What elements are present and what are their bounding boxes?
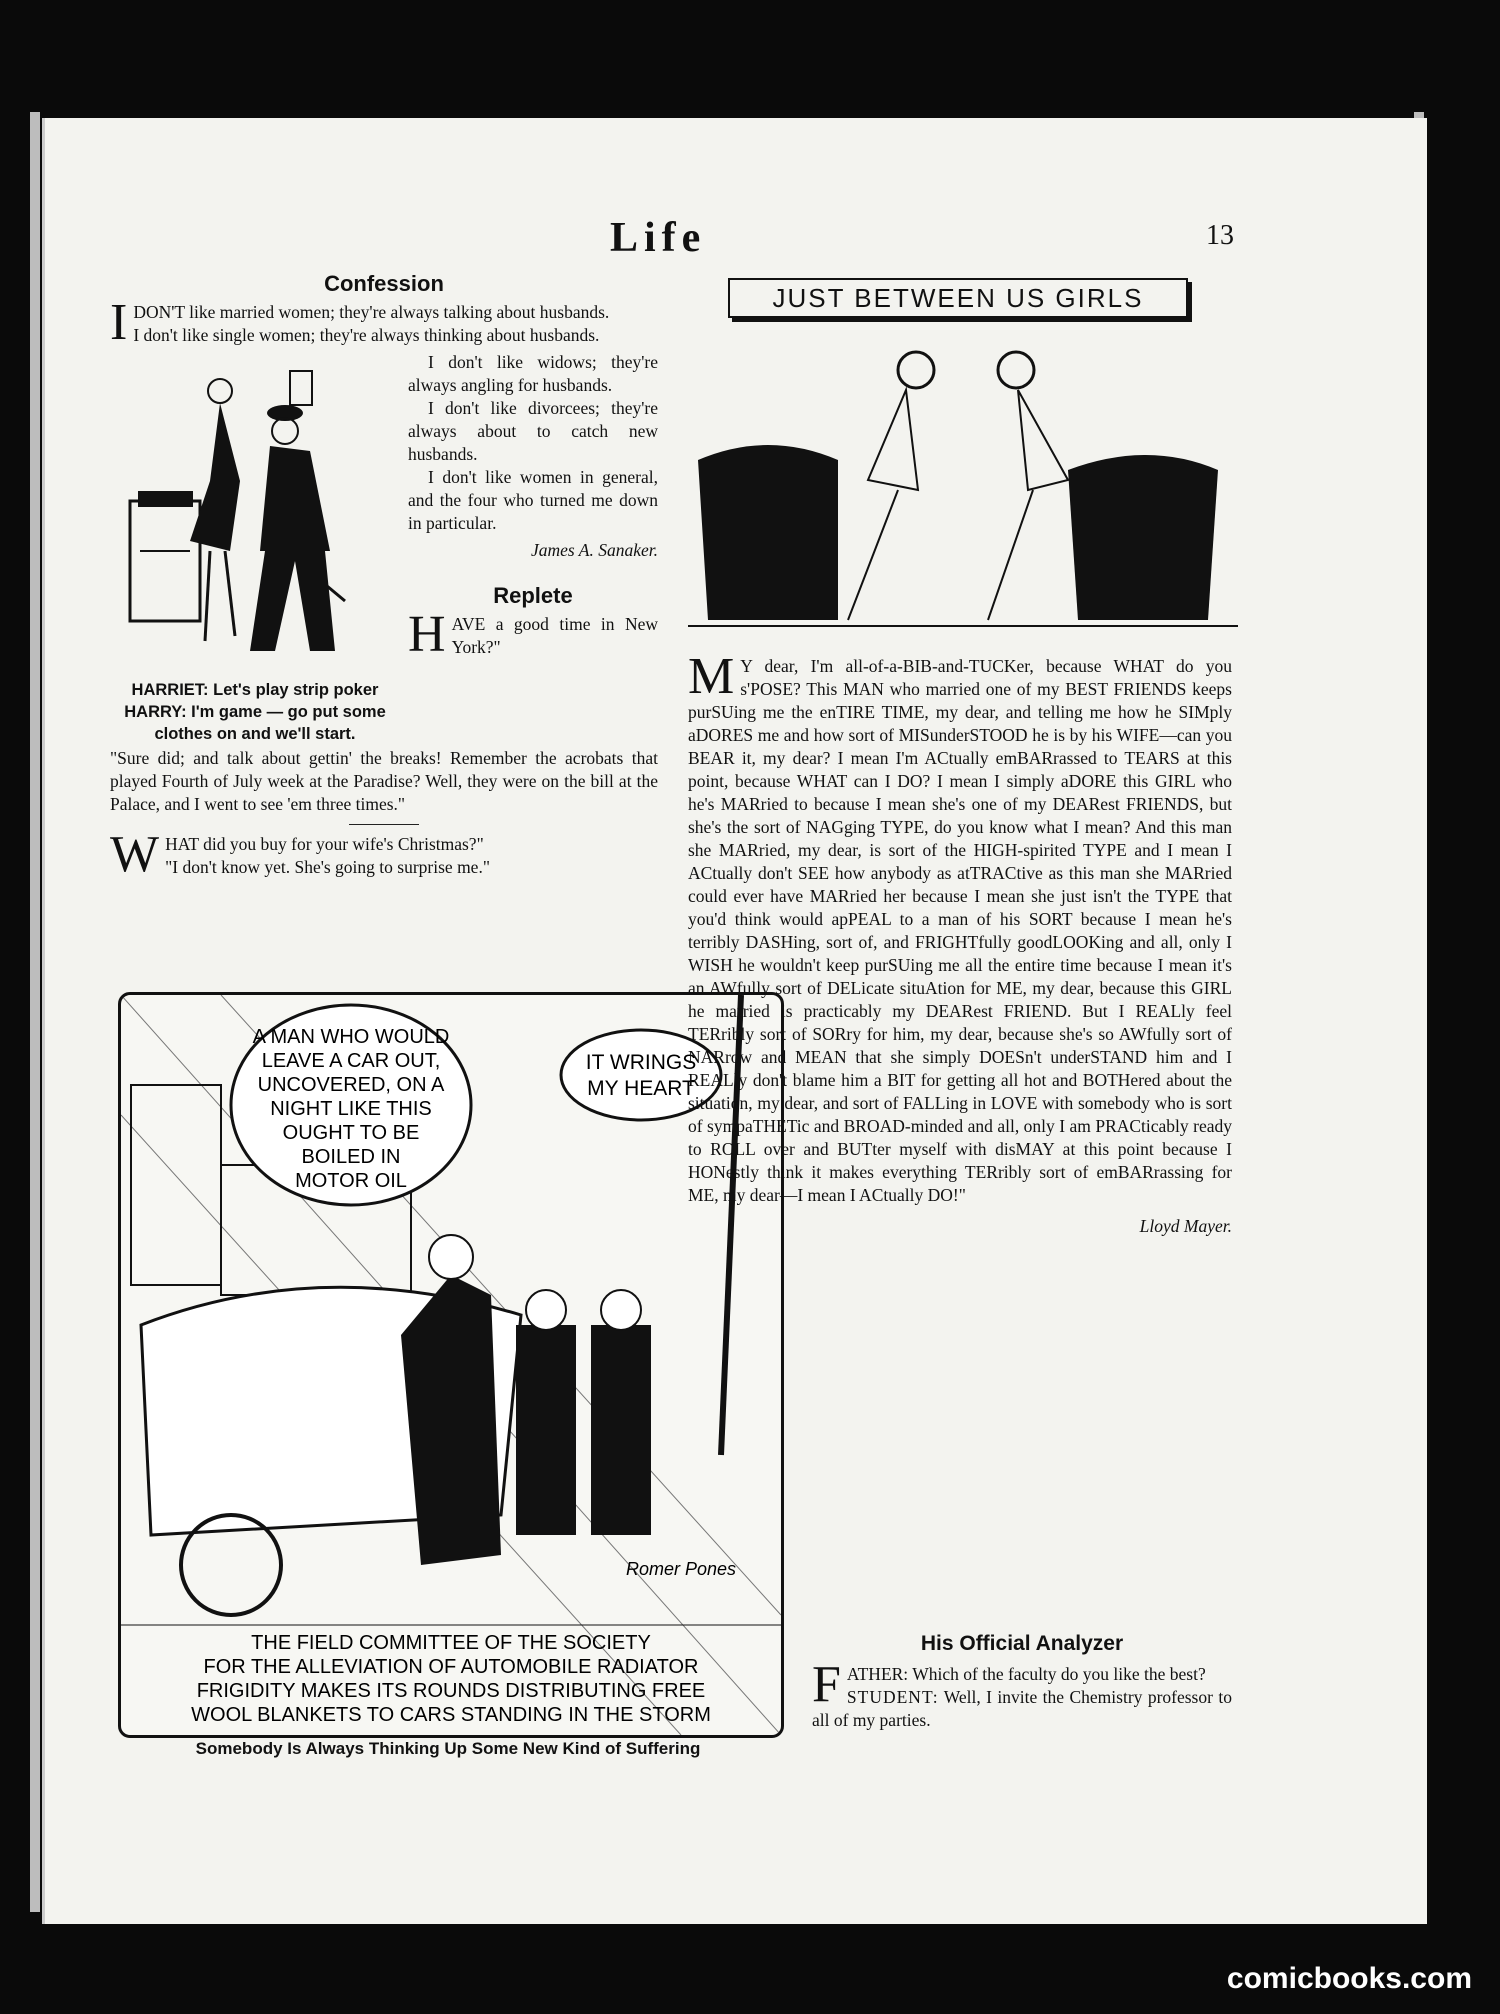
confession-title: Confession (324, 271, 444, 296)
cartoon-title: Somebody Is Always Thinking Up Some New Kind of Suffering (195, 1739, 701, 1758)
two-women-chairs-illustration (688, 330, 1238, 630)
dropcap: F (812, 1656, 841, 1713)
site-watermark: comicbooks.com (1226, 1962, 1472, 1995)
bubble-line: UNCOVERED, ON A (257, 1074, 445, 1096)
confession-article (110, 271, 658, 883)
confession-line: DON'T like married women; they're always talking about husbands. (133, 302, 610, 322)
dropcap: H (408, 606, 446, 663)
bubble-line: NIGHT LIKE THIS (270, 1098, 432, 1120)
page-number: 13 (1206, 220, 1234, 251)
replete-body: "Sure did; and talk about gettin' the breaks! Remember the acrobats that played Fourth of July week at the Paradise? Well, they were on the bill at the Palace, and I went to see 'em three times." (110, 748, 658, 814)
blanket-cartoon-panel (118, 992, 784, 1738)
christmas-line: "I don't know yet. She's going to surprise me." (165, 857, 490, 877)
panel-caption-line: FRIGIDITY MAKES ITS ROUNDS DISTRIBUTING FREE (196, 1680, 706, 1702)
panel-caption-line: THE FIELD COMMITTEE OF THE SOCIETY (251, 1632, 651, 1654)
bubble-line: LEAVE A CAR OUT, (261, 1050, 441, 1072)
analyzer-article (812, 1632, 1232, 1732)
replete-title: Replete (493, 583, 573, 608)
confession-line: I don't like women in general, and the four who turned me down in particular. (408, 467, 658, 533)
christmas-line: HAT did you buy for your wife's Christmas?" (165, 834, 484, 854)
confession-line: I don't like single women; they're always thinking about husbands. (133, 325, 600, 345)
girls-text: Y dear, I'm all-of-a-BIB-and-TUCKer, because WHAT do you s'POSE? This MAN who married one of my BEST FRIENDS keeps purSUing me the enTIRE TIME, my dear, and telling me how he SIMply aDORES me and how sort of MISunderSTOOD he is by his WIFE—can you BEAR it, my dear? I mean I'm ACtually emBARrassed to TEARS at this point, because WHAT can I DO? I mean I simply aDORE this GIRL who he's MARried to because I mean she's one of my DEARest FRIENDS, but she's the sort of NAGging TYPE, do you know what I mean? And this man she MARried, my dear, is sort of the HIGH-spirited TYPE and I mean I ACtually don't SEE how anybody as atTRACtive as this man she MARried could ever have MARried her because I mean she just isn't the TYPE that you'd think would apPEAL to a man of his SORT because I mean he's terribly DASHing, sort of, and FRIGHTfully goodLOOKing and all, only I WISH he wouldn't keep purSUing me all the entire time because I mean it's an AWfully sort of DELicate situAtion for ME, my dear, because this GIRL he married is practicably my DEARest FRIEND. But I REALly feel TERribly sort of SORry for him, my dear, because she's so AWfully sort of NARrow and MEAN that she simply DOESn't underSTAND him and I REALly don't blame him a BIT for getting all hot and BOTHered about the situation, my dear, and sort of FALLing in LOVE with somebody who is sort of sympaTHETic and BROAD-minded and all, only I am PRACticably ready to ROLL over and BUTter myself with disMAY at this point because I HONestly think it makes everything TERribly sort of emBARrassing for ME, my dear—I mean I ACtually DO!" (688, 656, 1232, 1205)
storm-cartoon-illustration (121, 995, 781, 1735)
girls-header: JUST BETWEEN US GIRLS (728, 278, 1188, 318)
cartoon-caption: HARRIET: Let's play strip poker (131, 681, 379, 699)
confession-author: James A. Sanaker. (530, 540, 658, 560)
confession-line: I don't like widows; they're always angling for husbands. (408, 352, 658, 395)
bubble-line: MOTOR OIL (295, 1170, 407, 1192)
cartoonist-signature: Romer Pones (625, 1559, 737, 1579)
bubble-line: MY HEART (587, 1077, 695, 1100)
divider (349, 824, 419, 825)
cartoon-caption: HARRY: I'm game — go put some clothes on and we'll start. (124, 703, 386, 743)
replete-opening: AVE a good time in New York?" (451, 614, 658, 657)
bubble-line: OUGHT TO BE (282, 1122, 420, 1144)
panel-caption-line: FOR THE ALLEVIATION OF AUTOMOBILE RADIATOR (203, 1656, 699, 1678)
confession-line: I don't like divorcees; they're always about to catch new husbands. (408, 398, 658, 464)
strip-poker-cartoon (110, 351, 400, 745)
analyzer-line: Well, I invite the Chemistry professor to all of my parties. (812, 1687, 1232, 1730)
analyzer-title: His Official Analyzer (920, 1632, 1124, 1655)
girls-author: Lloyd Mayer. (1139, 1216, 1232, 1236)
masthead: Life (610, 215, 707, 261)
dancing-couple-illustration (110, 351, 400, 671)
dropcap: W (110, 826, 160, 883)
analyzer-line: ATHER: Which of the faculty do you like the best? (846, 1664, 1206, 1684)
panel-caption-line: WOOL BLANKETS TO CARS STANDING IN THE STORM (191, 1704, 711, 1726)
student-label: STUDENT: (846, 1687, 939, 1707)
bubble-line: BOILED IN (301, 1146, 401, 1168)
bubble-line: IT WRINGS (585, 1051, 697, 1074)
dropcap: I (110, 294, 128, 351)
dropcap: M (688, 648, 735, 705)
girls-article (688, 648, 1232, 1238)
bubble-line: A MAN WHO WOULD (252, 1026, 450, 1048)
